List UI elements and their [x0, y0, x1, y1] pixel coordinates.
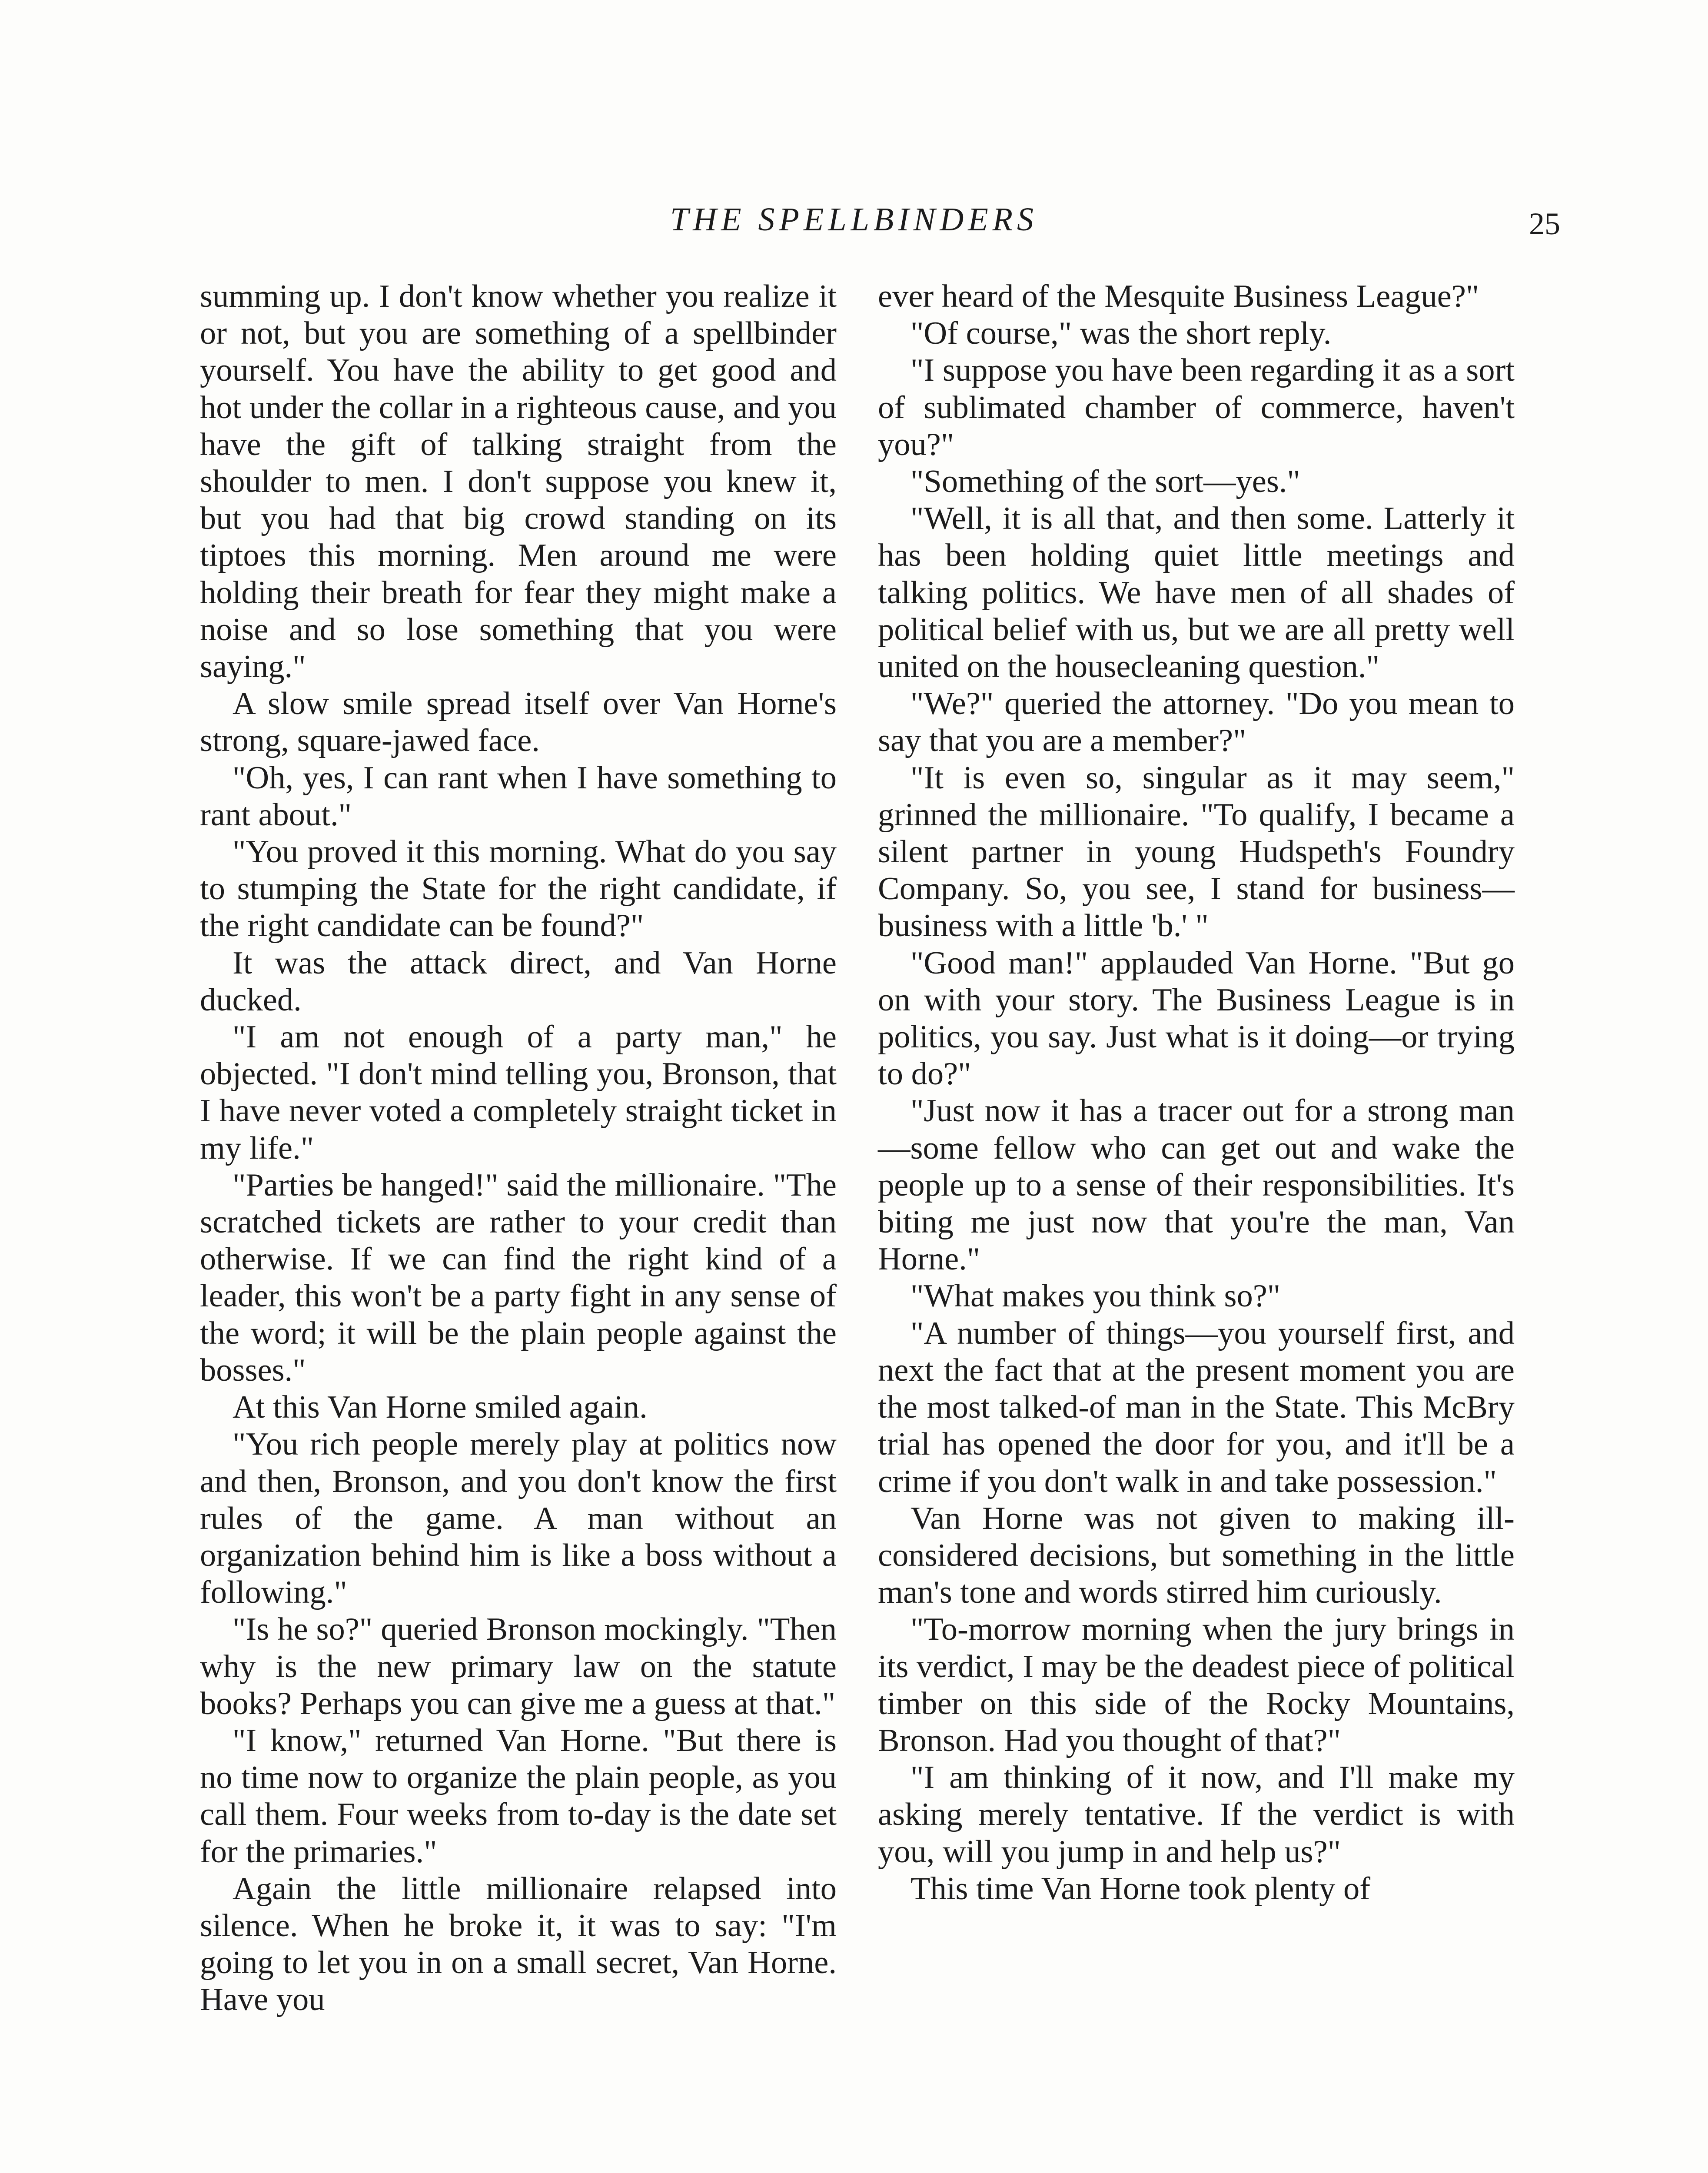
- paragraph: This time Van Horne took plenty of: [910, 1871, 1371, 1907]
- paragraph: "Well, it is all that, and then some. Latterly it has been holding quiet little meetings and talking politics. We have men of all shades of political belief with us, but we are all pretty well united on the housecleaning question.": [878, 501, 1515, 685]
- paragraph: A slow smile spread itself over Van Horne's strong, square-jawed face.: [200, 686, 837, 759]
- paragraph: At this Van Horne smiled again.: [233, 1389, 648, 1425]
- paragraph: "Oh, yes, I can rant when I have something to rant about.": [200, 760, 837, 833]
- paragraph: "Is he so?" queried Bronson mockingly. "Then why is the new primary law on the statute books? Perhaps you can give me a guess at that.": [200, 1611, 837, 1721]
- paragraph: "Of course," was the short reply.: [910, 316, 1332, 352]
- running-head: [0, 196, 1708, 243]
- paragraph: "I suppose you have been regarding it as a sort of sublimated chamber of commerce, haven't you?": [878, 352, 1515, 462]
- paragraph: Van Horne was not given to making ill-considered decisions, but something in the little man's tone and words stirred him curiously.: [878, 1500, 1515, 1611]
- paragraph: "It is even so, singular as it may seem," grinned the millionaire. "To qualify, I became a silent partner in young Hudspeth's Foundry Company. So, you see, I stand for business—business with a little 'b.' ": [878, 760, 1515, 944]
- paragraph: "Good man!" applauded Van Horne. "But go on with your story. The Business League is in politics, you say. Just what is it doing—or trying to do?": [878, 945, 1515, 1092]
- paragraph: "A number of things—you yourself first, and next the fact that at the present moment you are the most talked-of man in the State. This McBry trial has opened the door for you, and it'll be a crime if you don't walk in and take possession.": [878, 1315, 1515, 1499]
- paragraph: "Parties be hanged!" said the millionaire. "The scratched tickets are rather to your credit than otherwise. If we can find the right kind of a leader, this won't be a party fight in any sense of the word; it will be the plain people against the bosses.": [200, 1167, 837, 1388]
- page-title: THE SPELLBINDERS: [670, 201, 1038, 238]
- paragraph: "Just now it has a tracer out for a strong man—some fellow who can get out and wake the people up to a sense of their responsibilities. It's biting me just now that you're the man, Van Horne.": [878, 1093, 1515, 1277]
- paragraph: summing up. I don't know whether you realize it or not, but you are something of a spellbinder yourself. You have the ability to get good and hot under the collar in a righteous cause, and you have the gift of talking straight from the shoulder to men. I don't suppose you knew it, but you had that big crowd standing on its tiptoes this morning. Men around me were holding their breath for fear they might make a noise and so lose something that you were saying.": [200, 279, 837, 685]
- paragraph: ever heard of the Mesquite Business League?": [878, 279, 1479, 314]
- paragraph: "I am not enough of a party man," he objected. "I don't mind telling you, Bronson, that I have never voted a completely straight ticket in my life.": [200, 1019, 837, 1166]
- paragraph: "I am thinking of it now, and I'll make my asking merely tentative. If the verdict is with you, will you jump in and help us?": [878, 1760, 1515, 1870]
- paragraph: "Something of the sort—yes.": [910, 464, 1300, 500]
- paragraph: "What makes you think so?": [910, 1278, 1281, 1314]
- paragraph: "I know," returned Van Horne. "But there is no time now to organize the plain people, as you call them. Four weeks from to-day is the date set for the primaries.": [200, 1722, 837, 1870]
- right-column: [878, 278, 1515, 2173]
- paragraph: "You proved it this morning. What do you say to stumping the State for the right candidate, if the right candidate can be found?": [200, 834, 837, 944]
- paragraph: "We?" queried the attorney. "Do you mean to say that you are a member?": [878, 686, 1515, 759]
- page-number: 25: [1529, 206, 1560, 241]
- paragraph: It was the attack direct, and Van Horne ducked.: [200, 945, 837, 1018]
- paragraph: "You rich people merely play at politics now and then, Bronson, and you don't know the first rules of the game. A man without an organization behind him is like a boss without a following.": [200, 1426, 837, 1611]
- paragraph: Again the little millionaire relapsed into silence. When he broke it, it was to say: "I'm going to let you in on a small secret, Van Horne. Have you: [200, 1871, 837, 2018]
- paragraph: "To-morrow morning when the jury brings in its verdict, I may be the deadest piece of political timber on this side of the Rocky Mountains, Bronson. Had you thought of that?": [878, 1611, 1515, 1758]
- left-column: [200, 278, 837, 2173]
